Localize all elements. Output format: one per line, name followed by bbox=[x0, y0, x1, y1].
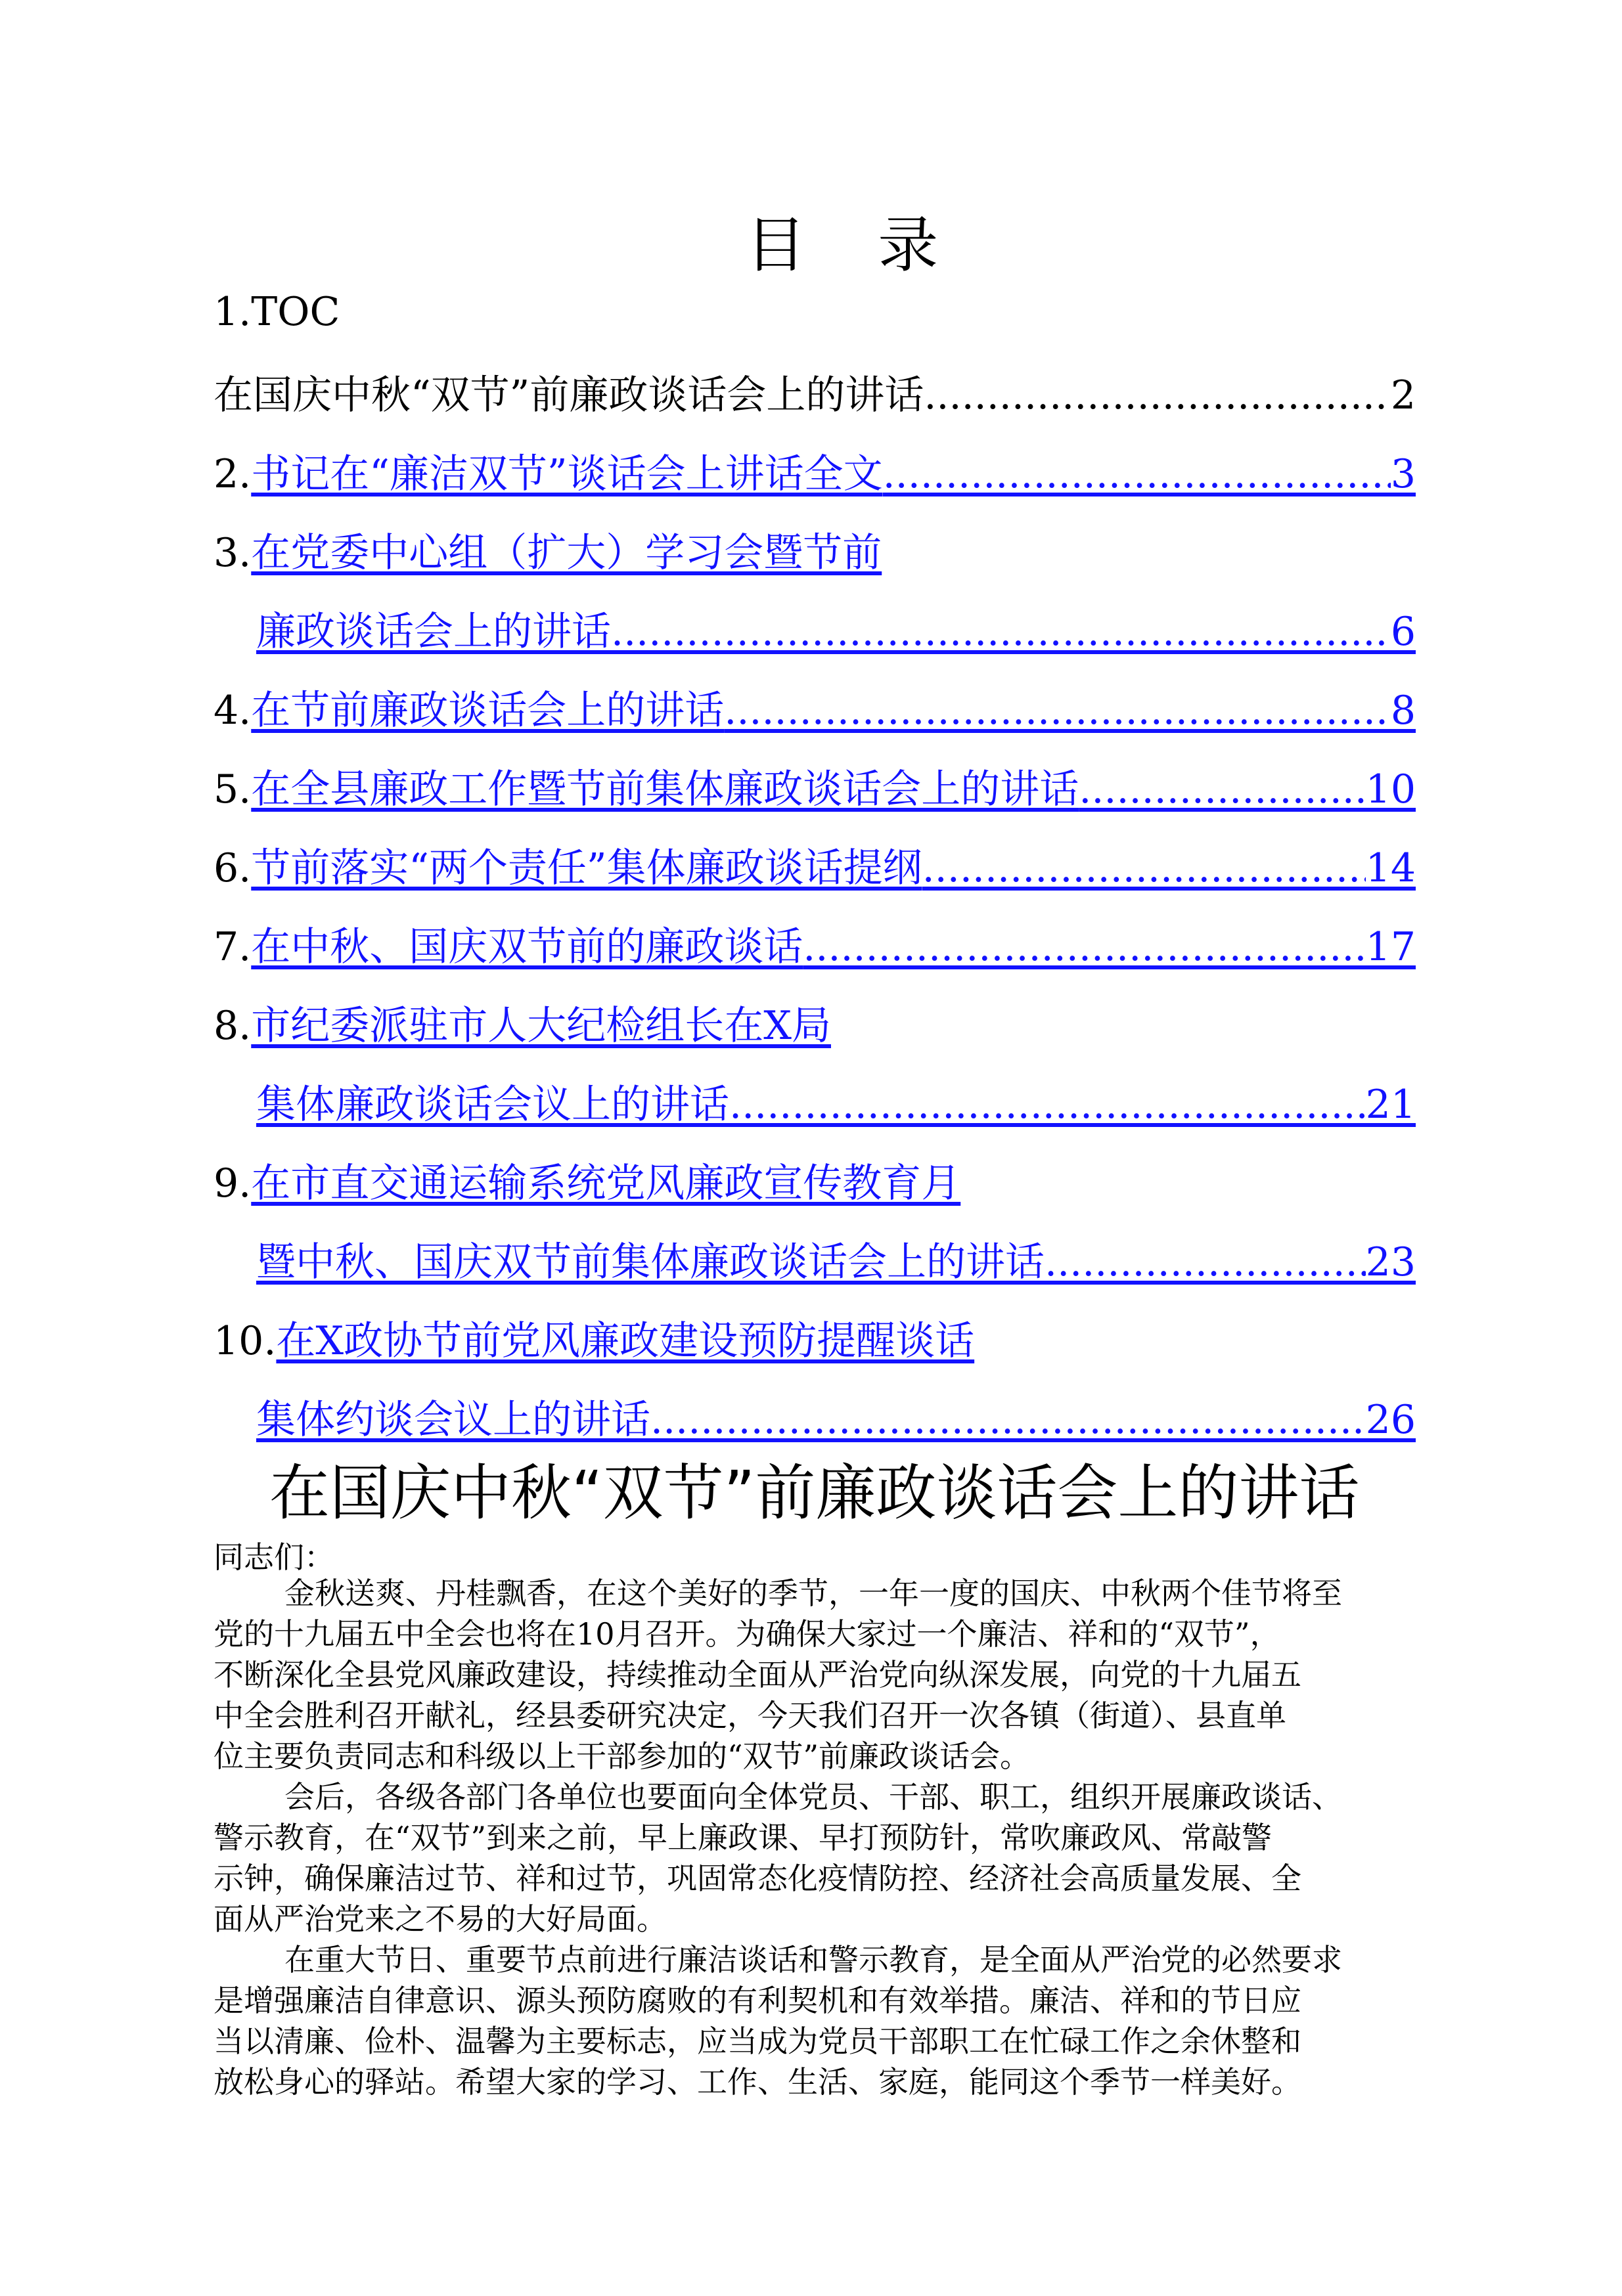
toc-entry-1[interactable] bbox=[214, 368, 1416, 423]
toc-entry-text: 书记在“廉洁双节”谈话会上讲话全文 bbox=[251, 451, 883, 497]
toc-entry-text: 节前落实“两个责任”集体廉政谈话提纲 bbox=[251, 845, 922, 891]
toc-entry-9-cont[interactable] bbox=[256, 1235, 1416, 1290]
article-title: 在国庆中秋“双节”前廉政谈话会上的讲话 bbox=[269, 1458, 1360, 1528]
toc-entry-4[interactable] bbox=[214, 683, 1416, 738]
article-paragraph-1 bbox=[214, 1573, 1455, 1777]
toc-entry-number: 4. bbox=[214, 688, 252, 734]
toc-entry-number: 9. bbox=[214, 1160, 252, 1206]
toc-entry-5[interactable] bbox=[214, 762, 1416, 817]
toc-entry-text: 集体廉政谈话会议上的讲话 bbox=[256, 1082, 729, 1128]
toc-entry-page: 17 bbox=[1365, 924, 1416, 970]
toc-entry-text: 在中秋、国庆双节前的廉政谈话 bbox=[251, 924, 803, 970]
toc-entry-9[interactable] bbox=[214, 1156, 1416, 1211]
toc-entry-3[interactable] bbox=[214, 525, 1416, 581]
toc-entry-text: 在市直交通运输系统党风廉政宣传教育月 bbox=[251, 1160, 961, 1206]
paragraph-line: 当以清廉、俭朴、温馨为主要标志，应当成为党员干部职工在忙碌工作之余休整和 bbox=[214, 2023, 1301, 2059]
toc-entry-text: 在党委中心组（扩大）学习会暨节前 bbox=[251, 530, 882, 576]
paragraph-line: 党的十九届五中全会也将在10月召开。为确保大家过一个廉洁、祥和的“双节”， bbox=[214, 1616, 1280, 1652]
paragraph-line: 金秋送爽、丹桂飘香，在这个美好的季节，一年一度的国庆、中秋两个佳节将至 bbox=[284, 1576, 1342, 1611]
toc-entry-text: 暨中秋、国庆双节前集体廉政谈话会上的讲话 bbox=[256, 1239, 1045, 1285]
paragraph-line: 不断深化全县党风廉政建设，持续推动全面从严治党向纵深发展，向党的十九届五 bbox=[214, 1657, 1301, 1692]
toc-entry-text: 在节前廉政谈话会上的讲话 bbox=[251, 688, 725, 734]
paragraph-line: 位主要负责同志和科级以上干部参加的“双节”前廉政谈话会。 bbox=[214, 1738, 1031, 1774]
toc-entry-text: 在X政协节前党风廉政建设预防提醒谈话 bbox=[276, 1318, 975, 1364]
toc-entry-page: 10 bbox=[1365, 766, 1416, 812]
toc-entry-8[interactable] bbox=[214, 998, 1416, 1053]
toc-entry-text: 集体约谈会议上的讲话 bbox=[256, 1397, 650, 1443]
toc-entry-number: 6. bbox=[214, 845, 252, 891]
toc-entry-3-cont[interactable] bbox=[256, 604, 1416, 659]
toc-entry-page: 6 bbox=[1390, 609, 1416, 655]
toc-header-line: 1.TOC bbox=[214, 289, 340, 335]
toc-entry-page: 14 bbox=[1365, 845, 1416, 891]
toc-entry-number: 5. bbox=[214, 766, 252, 812]
toc-entry-number: 7. bbox=[214, 924, 252, 970]
toc-entry-text: 廉政谈话会上的讲话 bbox=[256, 609, 611, 655]
toc-entry-number: 8. bbox=[214, 1003, 252, 1049]
toc-entry-page: 23 bbox=[1365, 1239, 1416, 1285]
article-paragraph-2 bbox=[214, 1777, 1455, 1939]
toc-entry-text: 在全县廉政工作暨节前集体廉政谈话会上的讲话 bbox=[251, 766, 1079, 812]
toc-entry-page: 26 bbox=[1365, 1397, 1416, 1443]
toc-entry-page: 21 bbox=[1365, 1082, 1416, 1128]
article-paragraph-3 bbox=[214, 1939, 1455, 2102]
article-salutation: 同志们： bbox=[214, 1539, 334, 1575]
toc-entry-10[interactable] bbox=[214, 1314, 1416, 1369]
toc-entry-page: 8 bbox=[1390, 688, 1416, 734]
toc-entry-7[interactable] bbox=[214, 919, 1416, 975]
toc-entry-number: 2. bbox=[214, 451, 252, 497]
toc-entry-page: 2 bbox=[1390, 372, 1416, 418]
paragraph-line: 示钟，确保廉洁过节、祥和过节，巩固常态化疫情防控、经济社会高质量发展、全 bbox=[214, 1861, 1301, 1896]
paragraph-line: 会后，各级各部门各单位也要面向全体党员、干部、职工，组织开展廉政谈话、 bbox=[284, 1779, 1342, 1815]
toc-title: 目 录 bbox=[746, 210, 965, 280]
toc-entry-6[interactable] bbox=[214, 841, 1416, 896]
toc-entry-text: 在国庆中秋“双节”前廉政谈话会上的讲话 bbox=[214, 372, 924, 418]
toc-entry-text: 市纪委派驻市人大纪检组长在X局 bbox=[251, 1003, 831, 1049]
toc-entry-page: 3 bbox=[1390, 451, 1416, 497]
paragraph-line: 在重大节日、重要节点前进行廉洁谈话和警示教育，是全面从严治党的必然要求 bbox=[284, 1942, 1342, 1977]
toc-entry-10-cont[interactable] bbox=[256, 1392, 1416, 1447]
toc-entry-2[interactable] bbox=[214, 447, 1416, 502]
toc-entry-number: 3. bbox=[214, 530, 252, 576]
toc-entry-8-cont[interactable] bbox=[256, 1077, 1416, 1132]
paragraph-line: 中全会胜利召开献礼，经县委研究决定，今天我们召开一次各镇（街道）、县直单 bbox=[214, 1698, 1286, 1733]
toc-entry-number: 10. bbox=[214, 1318, 277, 1364]
paragraph-line: 警示教育，在“双节”到来之前，早上廉政课、早打预防针，常吹廉政风、常敲警 bbox=[214, 1820, 1273, 1855]
paragraph-line: 是增强廉洁自律意识、源头预防腐败的有利契机和有效举措。廉洁、祥和的节日应 bbox=[214, 1983, 1301, 2018]
paragraph-line: 面从严治党来之不易的大好局面。 bbox=[214, 1901, 667, 1937]
paragraph-line: 放松身心的驿站。希望大家的学习、工作、生活、家庭，能同这个季节一样美好。 bbox=[214, 2064, 1301, 2100]
